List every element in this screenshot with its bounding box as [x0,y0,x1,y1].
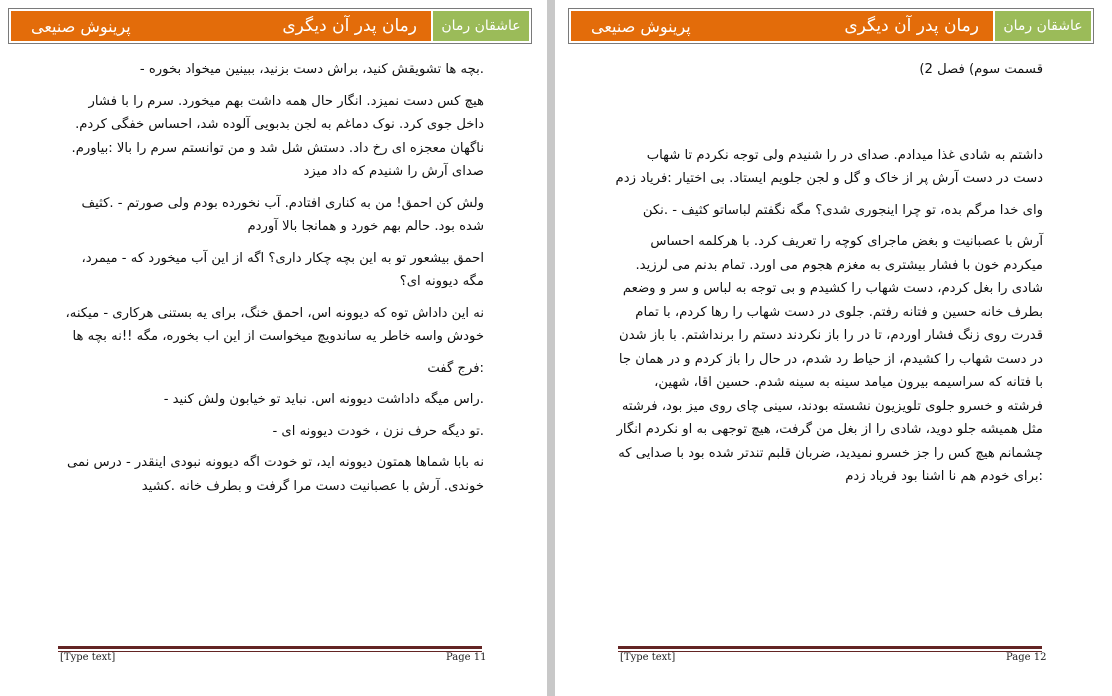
footer-placeholder: [Type text] [60,652,116,663]
page-number: Page 11 [446,652,487,663]
section-title: قسمت سوم) فصل 2) [919,62,1043,77]
paragraph: داشتم به شادی غذا میدادم. صدای در را شنیدم ولی توجه نکردم تا شهاب دست در دست آرش پر از خاک و گل و لجن جلویم ایستاد. بی اختیار :فریاد زدم [615,147,1043,186]
paragraph: وای خدا مرگم بده، تو چرا اینجوری شدی؟ مگه نگفتم لباساتو کثیف - .نکن [642,202,1043,218]
header-author: پرینوش صنیعی [31,16,131,36]
page-header [568,8,1094,44]
page-number: Page 12 [1006,652,1047,663]
header-series-label [433,11,529,41]
header-author: پرینوش صنیعی [591,16,691,36]
paragraph: احمق بیشعور تو به این بچه چکار داری؟ اگه از این آب میخورد که - میمرد، مگه دیوونه ای؟ [81,250,484,289]
paragraph: آرش با عصبانیت و بغض ماجرای کوچه را تعریف کرد. با هرکلمه احساس میکردم خون با فشار بیشتری به مغزم هجوم می اورد. تمام بدنم می لرزید. شادی را بغل کردم، دست شهاب را کشیدم و بی توجه به لباس و سر و وضعم بطرف خانه حسین و فتانه رفتم. جلوی در دست شهاب را رها کردم، با تمام قدرت روی زنگ فشار اوردم، تا در را باز نکردند دستم را برنداشتم. با باز شدن در دست شهاب را کشیدم، از حیاط رد شدم، در حال را باز کردم و در همان جا با فتانه که سراسیمه بیرون میامد سینه به سینه شدم. حسین اقا، شهین، فرشته و خسرو جلوی تلویزیون نشسته بودند، سینی چای روی میز بود، فرشته مثل همیشه جلو دوید، شادی را از بغل من گرفت، هیچ توجهی به او نکردم انگار چشمانم هیچ کس را جز خسرو نمیدید، ضربان قلبم تندتر شده بود با صدایی که :برای خودم هم نا اشنا بود فریاد زدم [616,234,1043,484]
header-title: رمان پدر آن دیگری [844,16,979,36]
header-title-bar [11,11,431,41]
header-title-bar [571,11,993,41]
paragraph: نه این داداش توه که دیوونه اس، احمق خنگ، برای یه بستنی هرکاری - میکنه، خودش واسه خاطر یه ساندویچ میخواست از این اب بخوره، مگه !!نه بچه ها [65,305,484,344]
page-body-text [615,58,1043,497]
paragraph: :فرج گفت [427,360,484,376]
paragraph: هیچ کس دست نمیزد. انگار حال همه داشت بهم میخورد. سرم را با فشار داخل جوی کرد. نوک دماغم به لجن بدبویی آلوده شد، احساس خفگی کردم. ناگهان معجزه ای رخ داد. دستش شل شد و من توانستم سرم را بالا :بیاورم. صدای آرش را شنیدم که داد میزد [71,93,484,179]
document-page-right [555,0,1112,696]
footer-rule-thin [618,651,1042,652]
footer-rule-thin [58,651,482,652]
header-title: رمان پدر آن دیگری [282,16,417,36]
paragraph: ولش کن احمق! من به کناری افتادم. آب نخورده بودم ولی صورتم - .کثیف شده بود. حالم بهم خورد و همانجا بالا آوردم [81,195,484,234]
paragraph: نه بابا شماها همتون دیوونه اید، تو خودت اگه دیوونه نبودی اینقدر - درس نمی خوندی. آرش با عصبانیت دست مرا گرفت و بطرف خانه .کشید [66,455,484,494]
header-series-label [995,11,1091,41]
footer-rule [618,646,1042,649]
page-body-text [58,58,484,506]
paragraph: .راس میگه داداشت دیوونه اس. نباید تو خیابون ولش کنید - [163,392,484,407]
paragraph: .بچه ها تشویقش کنید، براش دست بزنید، ببینین میخواد بخوره - [139,62,484,77]
page-header [8,8,532,44]
footer-rule [58,646,482,649]
document-page-left [0,0,547,696]
header-series: عاشقان رمان [1003,18,1083,34]
footer-placeholder: [Type text] [620,652,676,663]
paragraph: .تو دیگه حرف نزن ، خودت دیوونه ای - [272,423,484,439]
page-gutter [547,0,555,696]
header-series: عاشقان رمان [441,18,521,34]
